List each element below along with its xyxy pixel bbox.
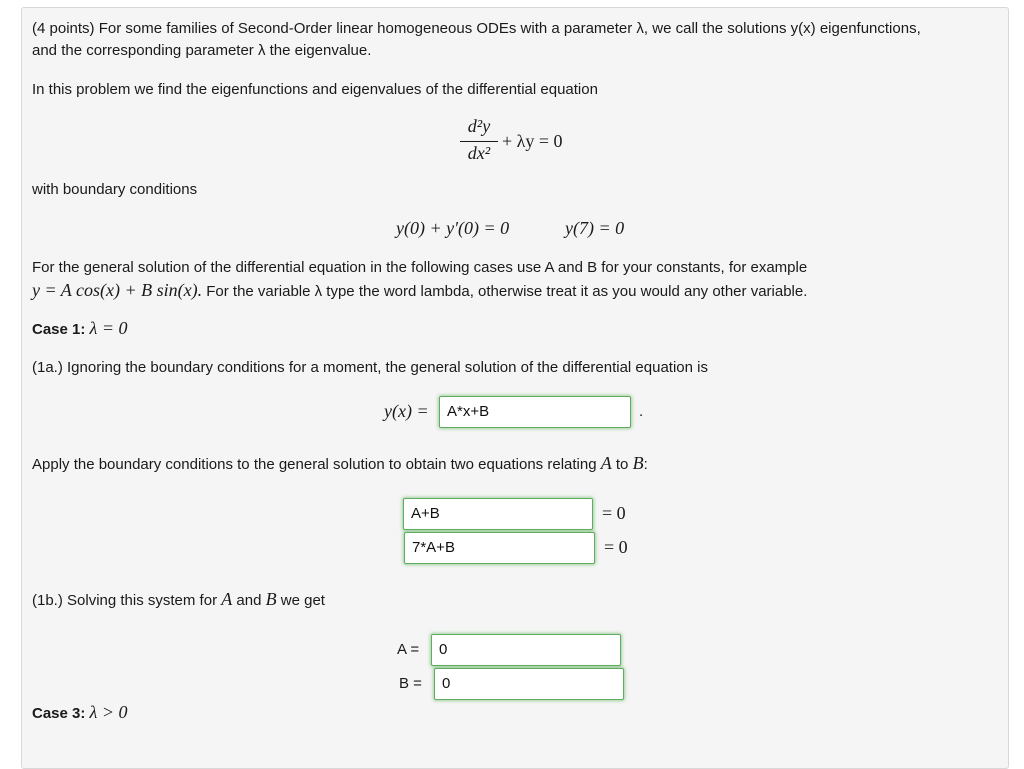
q1b-text: (1b.) Solving this system for A and B we get bbox=[32, 589, 325, 609]
equation-numerator: d²y bbox=[467, 116, 491, 136]
fraction-bar bbox=[460, 141, 498, 142]
solution-a-input[interactable]: 0 bbox=[431, 634, 621, 666]
equation-2-input[interactable]: 7*A+B bbox=[404, 532, 595, 564]
instructions-line-1: For the general solution of the differential equation in the following cases use A and B for your constants, for example bbox=[32, 259, 808, 276]
solution-b-input[interactable]: 0 bbox=[434, 668, 624, 700]
intro-line-2: and the corresponding parameter λ the eigenvalue. bbox=[32, 42, 372, 59]
equation-denominator: dx² bbox=[467, 143, 491, 163]
equation-1-input[interactable]: A+B bbox=[403, 498, 593, 530]
solution-b-label: B = bbox=[399, 675, 422, 692]
equation-rest: + λy = 0 bbox=[502, 131, 563, 151]
instructions-line-2-text: For the variable λ type the word lambda, otherwise treat it as you would any other variable. bbox=[202, 283, 808, 300]
general-solution-lhs: y(x) = bbox=[384, 401, 429, 421]
example-formula: y = A cos(x) + B sin(x). bbox=[32, 280, 203, 300]
case1-condition: λ = 0 bbox=[89, 318, 128, 338]
q1a-text: (1a.) Ignoring the boundary conditions for a moment, the general solution of the differential equation is bbox=[32, 359, 708, 376]
equation-1-rhs: = 0 bbox=[602, 503, 626, 523]
instructions-line-2 bbox=[32, 280, 807, 302]
general-solution-period: . bbox=[639, 403, 644, 420]
bc-label: with boundary conditions bbox=[32, 181, 198, 198]
bc-second: y(7) = 0 bbox=[565, 218, 625, 238]
case3-heading bbox=[32, 702, 128, 724]
apply-text: Apply the boundary conditions to the general solution to obtain two equations relating A to B: bbox=[32, 453, 648, 473]
bc-first: y(0) + y′(0) = 0 bbox=[396, 218, 510, 238]
solution-a-label: A = bbox=[397, 641, 420, 658]
case1-heading bbox=[32, 318, 128, 340]
task-text: In this problem we find the eigenfunctions and eigenvalues of the differential equation bbox=[32, 81, 598, 98]
case3-condition: λ > 0 bbox=[89, 702, 128, 722]
case1-label: Case 1: bbox=[32, 321, 86, 338]
general-solution-input[interactable]: A*x+B bbox=[439, 396, 631, 428]
intro-line-1: (4 points) For some families of Second-Order linear homogeneous ODEs with a parameter λ, we call the solutions y(x) eigenfunctions, bbox=[32, 20, 921, 37]
case3-label: Case 3: bbox=[32, 705, 86, 722]
equation-2-rhs: = 0 bbox=[604, 537, 628, 557]
